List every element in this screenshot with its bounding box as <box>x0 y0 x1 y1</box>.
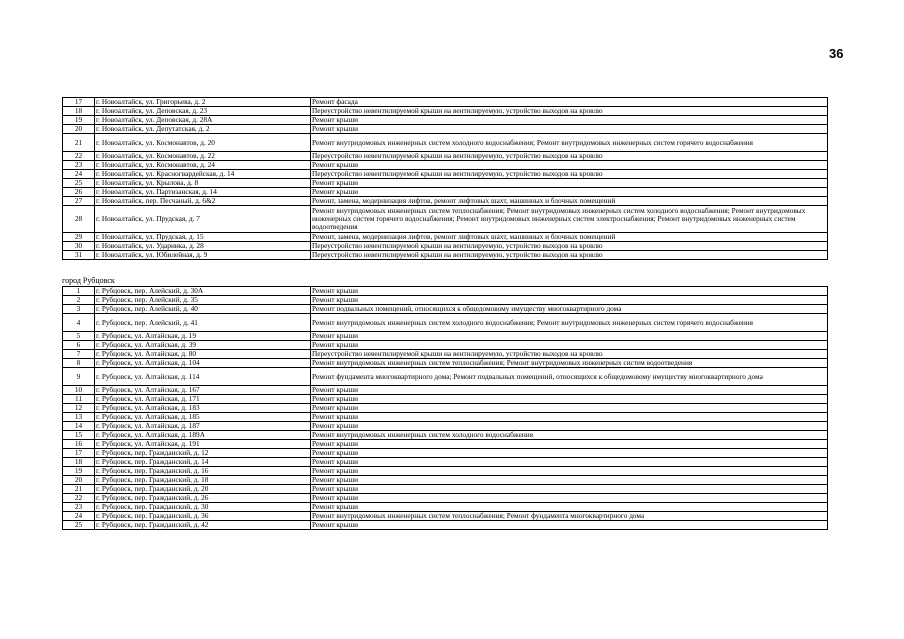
novoaltaysk-table-body <box>63 98 828 260</box>
address-cell: г. Рубцовск, пер. Гражданский, д. 16 <box>95 467 311 476</box>
address-cell: г. Рубцовск, ул. Алтайская, д. 185 <box>95 413 311 422</box>
document-sheet <box>62 97 828 530</box>
address-cell: г. Рубцовск, пер. Алейский, д. 40 <box>95 305 311 314</box>
address-cell: г. Рубцовск, пер. Гражданский, д. 18 <box>95 476 311 485</box>
row-number-cell: 29 <box>63 233 95 242</box>
row-number-cell: 11 <box>63 395 95 404</box>
row-number-cell: 20 <box>63 125 95 134</box>
row-number-cell: 25 <box>63 521 95 530</box>
work-type-cell: Ремонт крыши <box>311 125 828 134</box>
table-row <box>63 125 828 134</box>
work-type-cell: Переустройство невентилируемой крыши на вентилируемую, устройство выходов на кровлю <box>311 152 828 161</box>
address-cell: г. Новоалтайск, ул. Деповская, д. 23 <box>95 107 311 116</box>
address-cell: г. Новоалтайск, ул. Юбилейная, д. 9 <box>95 251 311 260</box>
row-number-cell: 23 <box>63 503 95 512</box>
address-cell: г. Рубцовск, пер. Гражданский, д. 36 <box>95 512 311 521</box>
table-row <box>63 152 828 161</box>
work-type-cell: Ремонт крыши <box>311 332 828 341</box>
work-type-cell: Ремонт внутридомовых инженерных систем теплоснабжения; Ремонт внутридомовых инженерных систем водоотведения <box>311 359 828 368</box>
address-cell: г. Рубцовск, пер. Гражданский, д. 26 <box>95 494 311 503</box>
address-cell: г. Новоалтайск, ул. Прудская, д. 15 <box>95 233 311 242</box>
work-type-cell: Ремонт крыши <box>311 188 828 197</box>
section-gap <box>62 260 828 276</box>
row-number-cell: 23 <box>63 161 95 170</box>
row-number-cell: 20 <box>63 476 95 485</box>
novoaltaysk-table <box>62 97 828 260</box>
rubtsovsk-table-body <box>63 287 828 530</box>
address-cell: г. Рубцовск, ул. Алтайская, д. 39 <box>95 341 311 350</box>
address-cell: г. Новоалтайск, ул. Деповская, д. 28А <box>95 116 311 125</box>
work-type-cell: Ремонт крыши <box>311 116 828 125</box>
table-row <box>63 413 828 422</box>
work-type-cell: Ремонт крыши <box>311 395 828 404</box>
row-number-cell: 19 <box>63 116 95 125</box>
address-cell: г. Новоалтайск, пер. Песчаный, д. 6&2 <box>95 197 311 206</box>
row-number-cell: 22 <box>63 494 95 503</box>
work-type-cell: Переустройство невентилируемой крыши на вентилируемую, устройство выходов на кровлю <box>311 251 828 260</box>
address-cell: г. Рубцовск, пер. Гражданский, д. 12 <box>95 449 311 458</box>
work-type-cell: Ремонт, замена, модернизация лифтов, ремонт лифтовых шахт, машинных и блочных помещений <box>311 197 828 206</box>
row-number-cell: 18 <box>63 107 95 116</box>
table-row <box>63 350 828 359</box>
address-cell: г. Рубцовск, пер. Гражданский, д. 20 <box>95 485 311 494</box>
work-type-cell: Ремонт, замена, модернизация лифтов, ремонт лифтовых шахт, машинных и блочных помещений <box>311 233 828 242</box>
work-type-cell: Ремонт крыши <box>311 503 828 512</box>
work-type-cell: Ремонт внутридомовых инженерных систем теплоснабжения; Ремонт фундамента многоквартирного дома <box>311 512 828 521</box>
row-number-cell: 27 <box>63 197 95 206</box>
address-cell: г. Рубцовск, ул. Алтайская, д. 80 <box>95 350 311 359</box>
address-cell: г. Новоалтайск, ул. Космонавтов, д. 22 <box>95 152 311 161</box>
table-row <box>63 107 828 116</box>
table-row <box>63 512 828 521</box>
address-cell: г. Новоалтайск, ул. Депутатская, д. 2 <box>95 125 311 134</box>
rubtsovsk-table <box>62 286 828 530</box>
address-cell: г. Новоалтайск, ул. Прудская, д. 7 <box>95 206 311 233</box>
address-cell: г. Рубцовск, ул. Алтайская, д. 104 <box>95 359 311 368</box>
table-row <box>63 305 828 314</box>
table-row <box>63 431 828 440</box>
table-row <box>63 134 828 152</box>
table-row <box>63 440 828 449</box>
row-number-cell: 22 <box>63 152 95 161</box>
address-cell: г. Новоалтайск, ул. Ударника, д. 28 <box>95 242 311 251</box>
table-row <box>63 467 828 476</box>
row-number-cell: 16 <box>63 440 95 449</box>
table-row <box>63 314 828 332</box>
work-type-cell: Ремонт крыши <box>311 296 828 305</box>
row-number-cell: 24 <box>63 170 95 179</box>
row-number-cell: 8 <box>63 359 95 368</box>
work-type-cell: Ремонт крыши <box>311 440 828 449</box>
row-number-cell: 30 <box>63 242 95 251</box>
work-type-cell: Ремонт крыши <box>311 287 828 296</box>
work-type-cell: Переустройство невентилируемой крыши на вентилируемую, устройство выходов на кровлю <box>311 170 828 179</box>
address-cell: г. Рубцовск, ул. Алтайская, д. 191 <box>95 440 311 449</box>
row-number-cell: 9 <box>63 368 95 386</box>
work-type-cell: Переустройство невентилируемой крыши на вентилируемую, устройство выходов на кровлю <box>311 350 828 359</box>
table-row <box>63 422 828 431</box>
address-cell: г. Рубцовск, пер. Алейский, д. 30А <box>95 287 311 296</box>
work-type-cell: Ремонт фасада <box>311 98 828 107</box>
work-type-cell: Ремонт внутридомовых инженерных систем теплоснабжения; Ремонт внутридомовых инженерных систем холодного водоснабжения; Ремонт внутридомовых инженерных систем горячего водоснабжения; Ремонт внутридомовых инженерных систем электроснабжения; Ремонт внутридомовых инженерных систем водоотведения <box>311 206 828 233</box>
table-row <box>63 395 828 404</box>
address-cell: г. Новоалтайск, ул. Космонавтов, д. 24 <box>95 161 311 170</box>
row-number-cell: 25 <box>63 179 95 188</box>
table-row <box>63 521 828 530</box>
work-type-cell: Ремонт крыши <box>311 386 828 395</box>
row-number-cell: 1 <box>63 287 95 296</box>
table-row <box>63 386 828 395</box>
address-cell: г. Новоалтайск, ул. Красногвардейская, д. 14 <box>95 170 311 179</box>
row-number-cell: 28 <box>63 206 95 233</box>
table-row <box>63 251 828 260</box>
address-cell: г. Рубцовск, пер. Гражданский, д. 42 <box>95 521 311 530</box>
table-row <box>63 233 828 242</box>
work-type-cell: Ремонт внутридомовых инженерных систем холодного водоснабжения <box>311 431 828 440</box>
address-cell: г. Рубцовск, ул. Алтайская, д. 189А <box>95 431 311 440</box>
address-cell: г. Рубцовск, ул. Алтайская, д. 167 <box>95 386 311 395</box>
table-row <box>63 458 828 467</box>
table-row <box>63 476 828 485</box>
row-number-cell: 19 <box>63 467 95 476</box>
section-title: город Рубцовск <box>62 276 115 285</box>
work-type-cell: Ремонт крыши <box>311 404 828 413</box>
work-type-cell: Ремонт крыши <box>311 494 828 503</box>
table-row <box>63 485 828 494</box>
row-number-cell: 5 <box>63 332 95 341</box>
address-cell: г. Новоалтайск, ул. Партизанская, д. 14 <box>95 188 311 197</box>
row-number-cell: 14 <box>63 422 95 431</box>
address-cell: г. Рубцовск, ул. Алтайская, д. 114 <box>95 368 311 386</box>
address-cell: г. Рубцовск, пер. Гражданский, д. 30 <box>95 503 311 512</box>
address-cell: г. Новоалтайск, ул. Крылова, д. 8 <box>95 179 311 188</box>
address-cell: г. Рубцовск, ул. Алтайская, д. 19 <box>95 332 311 341</box>
address-cell: г. Рубцовск, ул. Алтайская, д. 183 <box>95 404 311 413</box>
address-cell: г. Рубцовск, пер. Алейский, д. 35 <box>95 296 311 305</box>
work-type-cell: Ремонт крыши <box>311 341 828 350</box>
row-number-cell: 2 <box>63 296 95 305</box>
table-row <box>63 503 828 512</box>
work-type-cell: Ремонт внутридомовых инженерных систем холодного водоснабжения; Ремонт внутридомовых инженерных систем горячего водоснабжения <box>311 314 828 332</box>
table-row <box>63 206 828 233</box>
work-type-cell: Ремонт фундамента многоквартирного дома; Ремонт подвальных помещений, относящихся к общедомовому имуществу многоквартирного дома <box>311 368 828 386</box>
table-row <box>63 368 828 386</box>
work-type-cell: Переустройство невентилируемой крыши на вентилируемую, устройство выходов на кровлю <box>311 107 828 116</box>
row-number-cell: 15 <box>63 431 95 440</box>
address-cell: г. Рубцовск, ул. Алтайская, д. 171 <box>95 395 311 404</box>
row-number-cell: 4 <box>63 314 95 332</box>
table-row <box>63 98 828 107</box>
row-number-cell: 6 <box>63 341 95 350</box>
address-cell: г. Рубцовск, пер. Гражданский, д. 14 <box>95 458 311 467</box>
row-number-cell: 3 <box>63 305 95 314</box>
table-row <box>63 332 828 341</box>
work-type-cell: Ремонт крыши <box>311 467 828 476</box>
table-row <box>63 404 828 413</box>
page-number: 36 <box>829 46 844 61</box>
row-number-cell: 17 <box>63 98 95 107</box>
row-number-cell: 21 <box>63 485 95 494</box>
address-cell: г. Рубцовск, ул. Алтайская, д. 187 <box>95 422 311 431</box>
work-type-cell: Ремонт подвальных помещений, относящихся к общедомовому имуществу многоквартирного дома <box>311 305 828 314</box>
address-cell: г. Новоалтайск, ул. Григорьева, д. 2 <box>95 98 311 107</box>
work-type-cell: Ремонт крыши <box>311 161 828 170</box>
work-type-cell: Ремонт крыши <box>311 422 828 431</box>
address-cell: г. Рубцовск, пер. Алейский, д. 41 <box>95 314 311 332</box>
row-number-cell: 12 <box>63 404 95 413</box>
table-row <box>63 494 828 503</box>
table-row <box>63 170 828 179</box>
row-number-cell: 26 <box>63 188 95 197</box>
work-type-cell: Переустройство невентилируемой крыши на вентилируемую, устройство выходов на кровлю <box>311 242 828 251</box>
table-row <box>63 287 828 296</box>
row-number-cell: 13 <box>63 413 95 422</box>
table-row <box>63 116 828 125</box>
row-number-cell: 17 <box>63 449 95 458</box>
work-type-cell: Ремонт крыши <box>311 476 828 485</box>
table-row <box>63 197 828 206</box>
row-number-cell: 18 <box>63 458 95 467</box>
work-type-cell: Ремонт крыши <box>311 179 828 188</box>
work-type-cell: Ремонт крыши <box>311 521 828 530</box>
row-number-cell: 21 <box>63 134 95 152</box>
work-type-cell: Ремонт крыши <box>311 413 828 422</box>
table-row <box>63 449 828 458</box>
address-cell: г. Новоалтайск, ул. Космонавтов, д. 20 <box>95 134 311 152</box>
row-number-cell: 10 <box>63 386 95 395</box>
row-number-cell: 7 <box>63 350 95 359</box>
table-row <box>63 161 828 170</box>
table-row <box>63 242 828 251</box>
work-type-cell: Ремонт крыши <box>311 485 828 494</box>
row-number-cell: 24 <box>63 512 95 521</box>
table-row <box>63 188 828 197</box>
work-type-cell: Ремонт крыши <box>311 458 828 467</box>
work-type-cell: Ремонт крыши <box>311 449 828 458</box>
work-type-cell: Ремонт внутридомовых инженерных систем холодного водоснабжения; Ремонт внутридомовых инженерных систем горячего водоснабжения <box>311 134 828 152</box>
table-row <box>63 179 828 188</box>
table-row <box>63 341 828 350</box>
table-row <box>63 359 828 368</box>
table-row <box>63 296 828 305</box>
row-number-cell: 31 <box>63 251 95 260</box>
